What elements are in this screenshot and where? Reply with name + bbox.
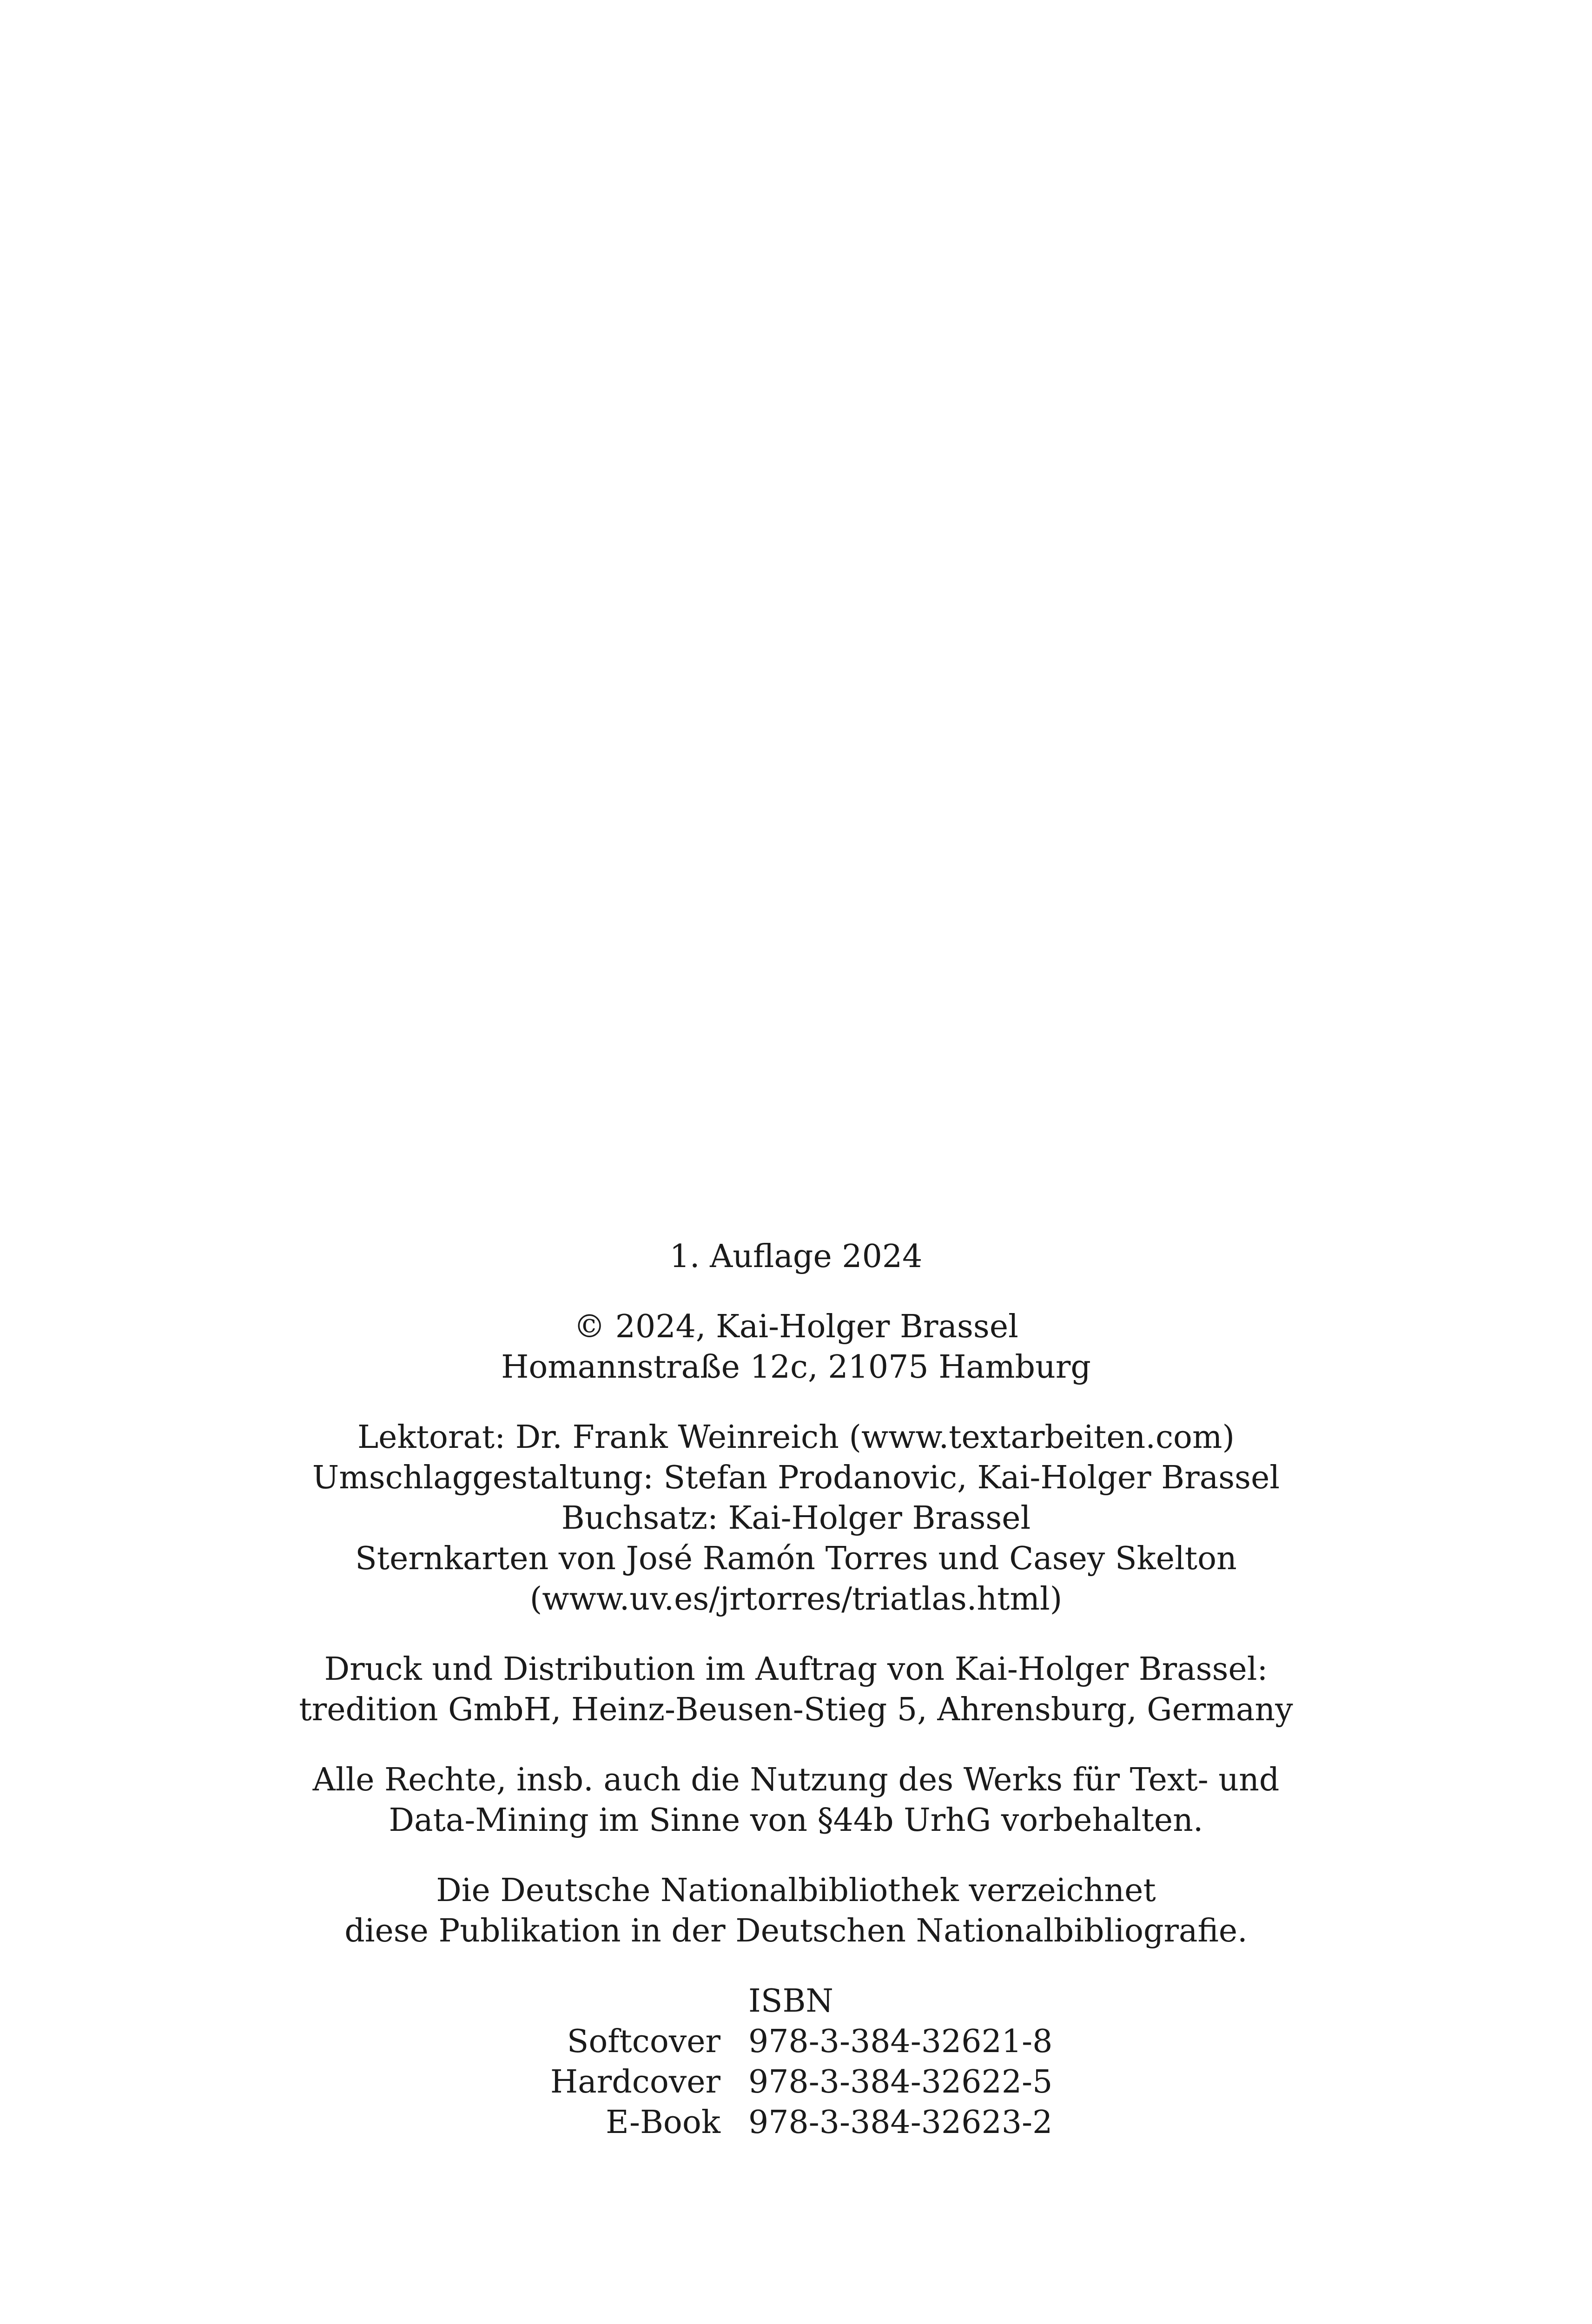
lektorat-credit: Lektorat: Dr. Frank Weinreich (www.textarbeiten.com) — [357, 1419, 1235, 1456]
edition-block — [0, 1236, 1592, 1277]
distribution-line-2: tredition GmbH, Heinz-Beusen-Stieg 5, Ahrensburg, Germany — [299, 1691, 1293, 1728]
edition-text: 1. Auflage 2024 — [669, 1238, 923, 1275]
copyright-block — [0, 1307, 1592, 1387]
rights-line-2: Data-Mining im Sinne von §44b UrhG vorbehalten. — [389, 1802, 1203, 1839]
cover-design-credit: Umschlaggestaltung: Stefan Prodanovic, Kai-Holger Brassel — [312, 1459, 1280, 1496]
rights-block — [0, 1760, 1592, 1841]
isbn-format-softcover: Softcover — [567, 2023, 720, 2060]
copyright-notice: © 2024, Kai-Holger Brassel — [574, 1308, 1018, 1345]
imprint-block — [0, 1236, 1592, 2143]
isbn-format-ebook: E-Book — [606, 2104, 720, 2141]
star-charts-credit: Sternkarten von José Ramón Torres und Casey Skelton — [355, 1540, 1237, 1577]
rights-line-1: Alle Rechte, insb. auch die Nutzung des Werks für Text- und — [312, 1762, 1280, 1798]
credits-block — [0, 1417, 1592, 1619]
isbn-number-ebook: 978-3-384-32623-2 — [748, 2104, 1053, 2141]
distribution-block — [0, 1649, 1592, 1730]
publisher-address: Homannstraße 12c, 21075 Hamburg — [501, 1349, 1091, 1386]
star-charts-url: (www.uv.es/jrtorres/triatlas.html) — [529, 1581, 1063, 1618]
dnb-block — [0, 1870, 1592, 1951]
isbn-number-softcover: 978-3-384-32621-8 — [748, 2023, 1053, 2060]
isbn-heading: ISBN — [748, 1983, 833, 2020]
isbn-number-hardcover: 978-3-384-32622-5 — [748, 2064, 1053, 2100]
isbn-table — [0, 1981, 1592, 2143]
isbn-format-hardcover: Hardcover — [550, 2064, 720, 2100]
distribution-line-1: Druck und Distribution im Auftrag von Kai-Holger Brassel: — [324, 1651, 1268, 1688]
dnb-line-2: diese Publikation in der Deutschen Nationalbibliografie. — [344, 1913, 1248, 1949]
dnb-line-1: Die Deutsche Nationalbibliothek verzeichnet — [436, 1872, 1156, 1909]
typesetting-credit: Buchsatz: Kai-Holger Brassel — [561, 1500, 1031, 1537]
